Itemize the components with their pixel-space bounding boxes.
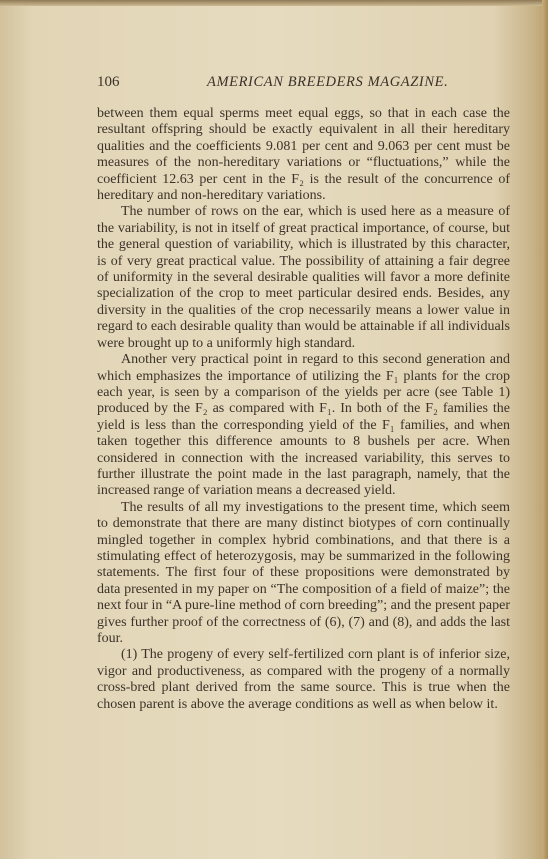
paragraph-continuation: between them equal sperms meet equal eggs, so that in each case the resultant offspring should be exactly equivalent in all their hereditary qualities and the coefficients 9.081 per cent and 9.063 per cent must be measures of the non-hereditary variations or “fluctuations,” while the coefficient 12.63 per cent in the F₂ is the result of the concurrence of hereditary and non-hereditary variations. [97,106,510,204]
paragraph-yield-comparison: Another very practical point in regard to this second generation and which emphasizes the importance of utilizing the F₁ plants for the crop each year, is seen by a comparison of the yields per acre (see Table 1) produced by the F₂ as compared with F₁. In both of the F₂ families the yield is less than the corresponding yield of the F₁ families, and when taken together this difference amounts to 8 bushels per acre. When considered in connection with the increased variability, this serves to further illustrate the point made in the last paragraph, namely, that the increased range of variation means a decreased yield. [97,352,510,499]
paragraph-proposition-1: (1) The progeny of every self-fertilized corn plant is of inferior size, vigor and productiveness, as compared with the progeny of a normally cross-bred plant derived from the same source. This is true when the chosen parent is above the average conditions as well as when below it. [97,647,510,712]
paragraph-variability: The number of rows on the ear, which is used here as a measure of the variability, is not in itself of great practical importance, of course, but the general question of variability, which is illustrated by this character, is of very great practical value. The possibility of attaining a fair degree of uniformity in the several desirable qualities will favor a more definite specialization of the crop to meet particular desired ends. Besides, any diversity in the qualities of the crop necessarily means a lower value in regard to each desirable quality than would be attainable if all individuals were brought up to a uniformly high standard. [97,204,510,351]
page-number: 106 [97,74,120,90]
running-head: AMERICAN BREEDERS MAGAZINE. [207,74,449,90]
body-text [97,106,510,713]
paragraph-summary-intro: The results of all my investigations to the present time, which seem to demonstrate that there are many distinct biotypes of corn continually mingled together in complex hybrid combinations, and that there is a stimulating effect of heterozygosis, may be summarized in the following statements. The first four of these propositions were demonstrated by data presented in my paper on “The composition of a field of maize”; the next four in “A pure-line method of corn breeding”; and the present paper gives further proof of the correctness of (6), (7) and (8), and adds the last four. [97,499,510,646]
page-header [97,74,510,94]
page-edge-shadow [542,0,548,859]
